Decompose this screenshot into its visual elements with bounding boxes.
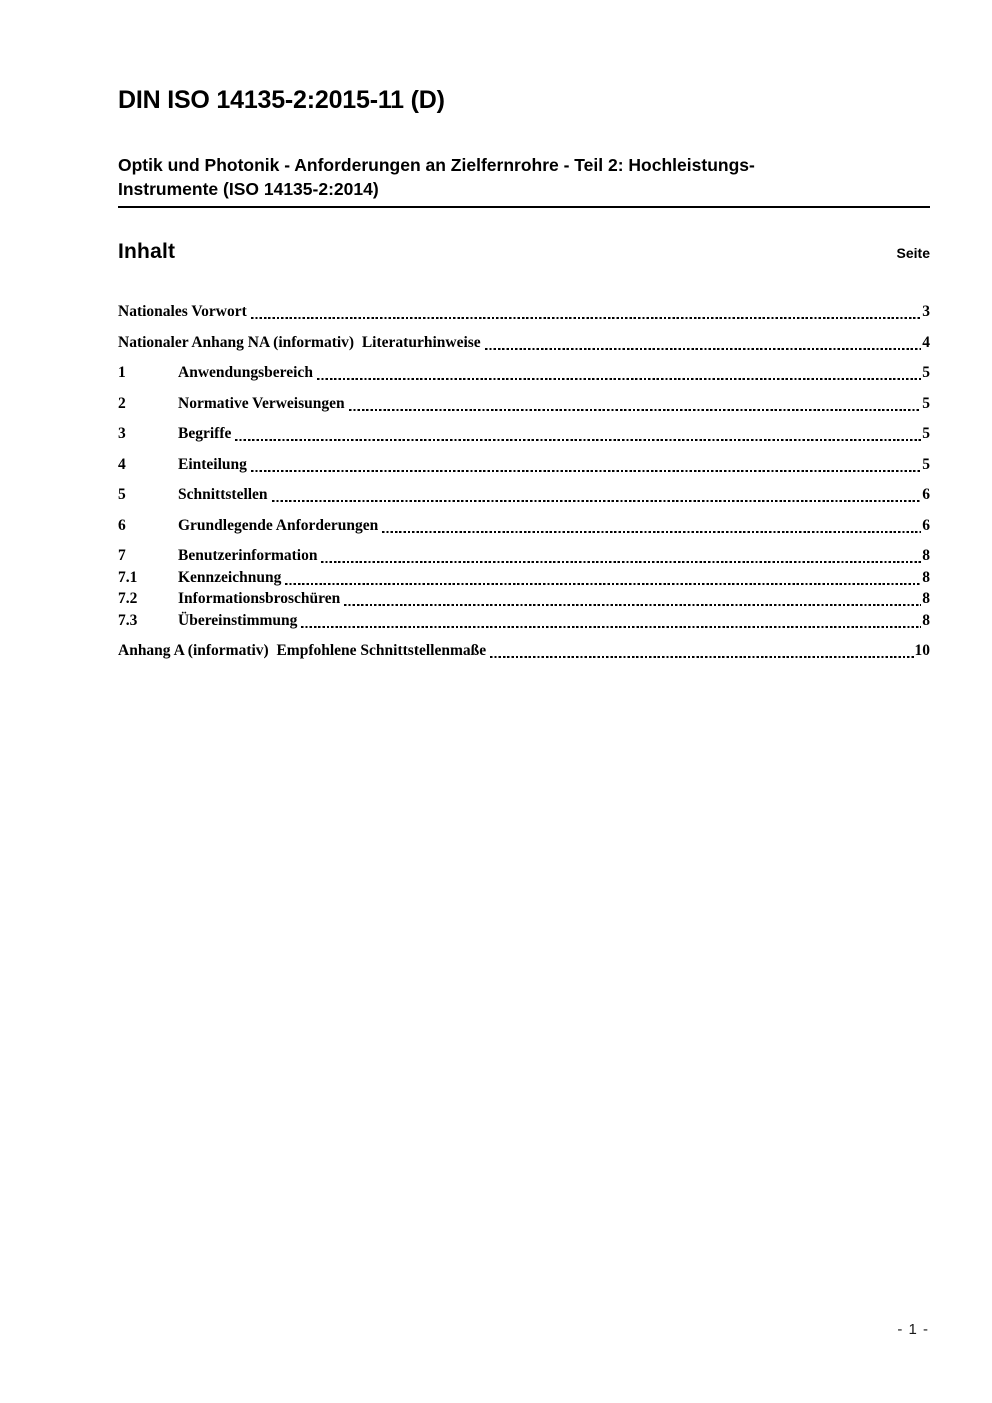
toc-entry-page: 10 [914,642,930,659]
toc-dotted-leader [344,592,921,608]
toc-entry-page: 5 [922,394,930,412]
footer-page-number: - 1 - [897,1321,929,1338]
toc-entry-label: Einteilung [178,455,247,473]
toc-entry-page: 6 [922,516,930,534]
toc-dotted-leader [301,614,921,630]
toc-entry-page: 5 [922,455,930,473]
toc-entry-label: Normative Verweisungen [178,394,345,412]
toc-entry-page: 8 [922,590,930,607]
toc-entry-label: Nationaler Anhang NA (informativ) Literaturhinweise [118,333,481,351]
toc-dotted-leader [490,644,913,660]
toc-entry-row [118,517,930,535]
toc-entry-row [118,456,930,474]
toc-entry-page: 6 [922,486,930,503]
toc-entry-label: Nationales Vorwort [118,303,247,320]
toc-entry-page: 8 [922,611,930,629]
toc-entry-page: 4 [922,333,930,351]
toc-entry-number: 2 [118,394,126,412]
toc-entry-label: Übereinstimmung [178,611,298,629]
toc-entry-label: Begriffe [178,425,232,442]
toc-entry-label: Schnittstellen [178,486,268,503]
toc-entry-row [118,334,930,352]
toc-entry-row [118,395,930,413]
toc-entry-number: 5 [118,486,126,503]
toc-heading: Inhalt [118,240,176,263]
toc-entry-number: 4 [118,455,126,473]
toc-entry-label: Grundlegende Anforderungen [178,516,379,534]
toc-dotted-leader [272,488,922,504]
toc-entry-page: 8 [922,547,930,564]
toc-page-column-label: Seite [896,245,930,261]
toc-entry-page: 5 [922,364,930,381]
toc-entry-row [118,590,930,608]
toc-entry-label: Informationsbroschüren [178,590,341,607]
toc-entry-number: 7.1 [118,568,138,586]
toc-entry-row [118,425,930,443]
toc-entry-row [118,569,930,587]
toc-entry-row [118,547,930,565]
toc-entry-number: 3 [118,425,126,442]
toc-entry-number: 7.3 [118,611,138,629]
toc-dotted-leader [235,427,921,443]
toc-dotted-leader [285,571,921,587]
toc-entry-row [118,486,930,504]
toc-entry-page: 8 [922,568,930,586]
toc-header [118,240,930,264]
toc-entry-label: Anwendungsbereich [178,364,313,381]
toc-entry-label: Anhang A (informativ) Empfohlene Schnittstellenmaße [118,642,487,659]
document-number-heading: DIN ISO 14135-2:2015-11 (D) [118,86,445,114]
toc-dotted-leader [251,458,921,474]
toc-entry-number: 1 [118,364,126,381]
toc-entry-number: 7.2 [118,590,138,607]
toc-list [118,303,930,660]
toc-entry-row [118,364,930,382]
toc-dotted-leader [317,366,921,382]
toc-entry-label: Kennzeichnung [178,568,282,586]
toc-dotted-leader [321,549,921,565]
document-title [118,153,930,208]
toc-dotted-leader [485,336,922,352]
toc-entry-row [118,303,930,321]
toc-entry-page: 3 [922,303,930,320]
toc-entry-number: 6 [118,516,126,534]
document-title-line1: Optik und Photonik - Anforderungen an Zielfernrohre - Teil 2: Hochleistungs- [118,155,755,175]
toc-dotted-leader [251,305,922,321]
toc-dotted-leader [349,397,922,413]
toc-entry-row [118,642,930,660]
toc-entry-page: 5 [922,425,930,442]
toc-entry-number: 7 [118,547,126,564]
document-title-line2: Instrumente (ISO 14135-2:2014) [118,179,379,199]
toc-entry-row [118,612,930,630]
toc-dotted-leader [382,519,921,535]
toc-entry-label: Benutzerinformation [178,547,318,564]
